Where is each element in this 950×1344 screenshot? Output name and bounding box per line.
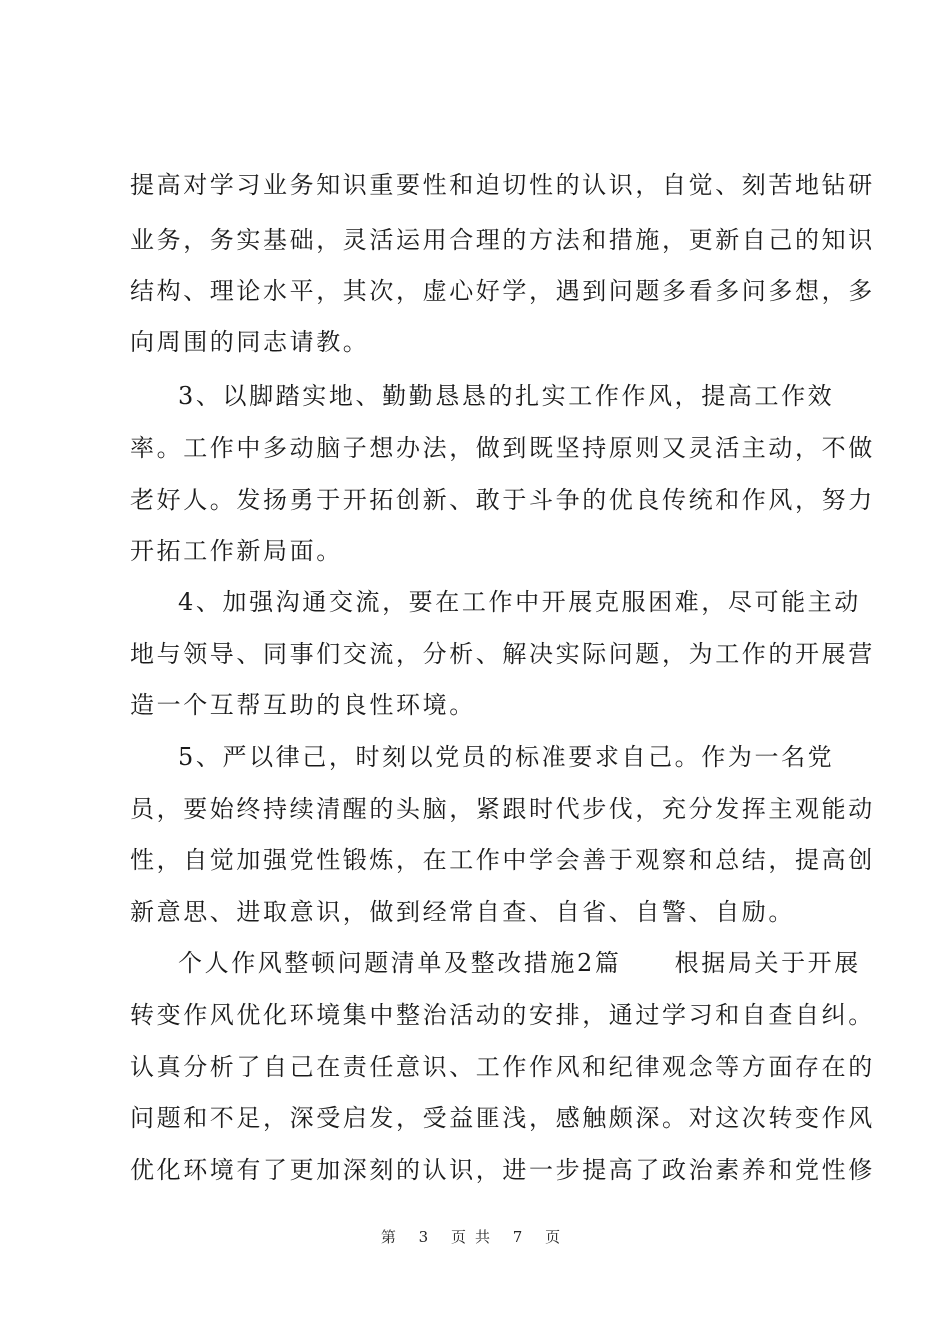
text-line: 结构、理论水平，其次，虚心好学，遇到问题多看多问多想，多 [130, 277, 875, 305]
text-line: 提高对学习业务知识重要性和迫切性的认识，自觉、刻苦地钻研 [130, 171, 875, 199]
text-line: 向周围的同志请教。 [130, 328, 370, 356]
text-line: 员，要始终持续清醒的头脑，紧跟时代步伐，充分发挥主观能动 [130, 795, 875, 823]
text-line: 率。工作中多动脑子想办法，做到既坚持原则又灵活主动，不做 [130, 434, 875, 462]
text-line: 老好人。发扬勇于开拓创新、敢于斗争的优良传统和作风，努力 [130, 486, 875, 514]
text-line: 转变作风优化环境集中整治活动的安排，通过学习和自查自纠。 [130, 1001, 875, 1029]
text-line: 新意思、进取意识，做到经常自查、自省、自警、自励。 [130, 898, 795, 926]
text-line: 认真分析了自己在责任意识、工作作风和纪律观念等方面存在的 [130, 1053, 875, 1081]
paragraph-3-first-line: 3、以脚踏实地、勤勤恳恳的扎实工作作风，提高工作效 [178, 382, 835, 410]
text-line: 业务，务实基础，灵活运用合理的方法和措施，更新自己的知识 [130, 226, 875, 254]
text-line: 优化环境有了更加深刻的认识，进一步提高了政治素养和党性修 [130, 1156, 875, 1184]
text-line: 造一个互帮互助的良性环境。 [130, 691, 476, 719]
text-line: 地与领导、同事们交流，分析、解决实际问题，为工作的开展营 [130, 640, 875, 668]
section-heading-line: 个人作风整顿问题清单及整改措施2篇 根据局关于开展 [178, 949, 861, 977]
text-line: 开拓工作新局面。 [130, 537, 343, 565]
page-number-footer: 第 3 页共 7 页 [380, 1228, 570, 1246]
text-line: 问题和不足，深受启发，受益匪浅，感触颇深。对这次转变作风 [130, 1104, 875, 1132]
paragraph-4-first-line: 4、加强沟通交流，要在工作中开展克服困难，尽可能主动 [178, 588, 861, 616]
text-line: 性，自觉加强党性锻炼，在工作中学会善于观察和总结，提高创 [130, 846, 875, 874]
paragraph-5-first-line: 5、严以律己，时刻以党员的标准要求自己。作为一名党 [178, 743, 835, 771]
